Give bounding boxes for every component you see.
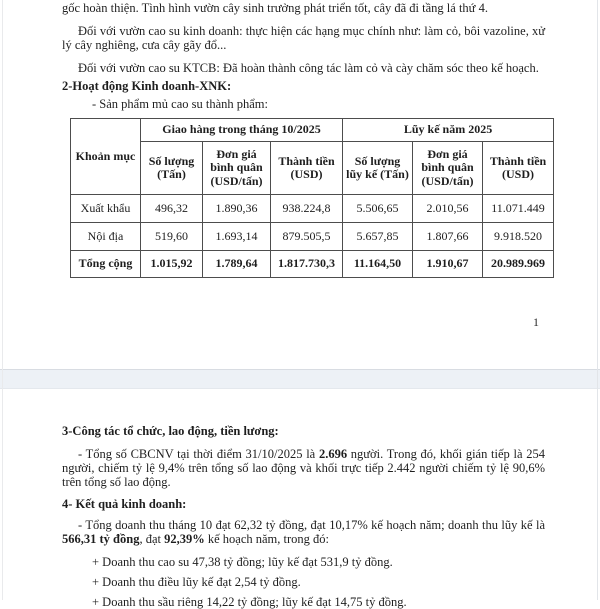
table-cell: 1.789,64 <box>203 251 271 278</box>
table-subheader-cell: Số lượng lũy kế (Tấn) <box>343 142 413 195</box>
table-cell: 879.505,5 <box>271 223 343 251</box>
table-cell: 5.506,65 <box>343 195 413 223</box>
page-number: 1 <box>533 315 539 329</box>
revenue-sub-item: + Doanh thu sầu riêng 14,22 tỷ đồng; lũy kế đạt 14,75 tỷ đồng. <box>92 595 407 609</box>
table-cell: 1.817.730,3 <box>271 251 343 278</box>
table-cell: 1.890,36 <box>203 195 271 223</box>
intro-line: gốc hoàn thiện. Tình hình vườn cây sinh trưởng phát triển tốt, cây đã đi tầng lá thứ 4. <box>62 1 488 15</box>
section-2-heading: 2-Hoạt động Kinh doanh-XNK: <box>62 79 232 93</box>
row-label: Nội địa <box>71 223 141 251</box>
revenue-sub-item: + Doanh thu cao su 47,38 tỷ đồng; lũy kế đạt 531,9 tỷ đồng. <box>92 555 393 569</box>
revenue-paragraph <box>62 518 545 546</box>
section-3-heading: 3-Công tác tổ chức, lao động, tiền lương: <box>62 424 279 438</box>
rubber-sales-table <box>70 118 554 278</box>
table-cell: 20.989.969 <box>483 251 554 278</box>
table-subheader-row <box>71 142 554 195</box>
table-cell: 2.010,56 <box>413 195 483 223</box>
page-2-content <box>0 390 600 609</box>
page-right-edge <box>597 0 598 600</box>
table-row-export <box>71 195 554 223</box>
text-run: - Tổng số CBCNV tại thời điểm 31/10/2025 là <box>78 447 319 461</box>
table-header-group-month: Giao hàng trong tháng 10/2025 <box>141 119 343 142</box>
document-page-2 <box>0 390 600 609</box>
page-break-gap <box>0 369 600 389</box>
table-cell: 5.657,85 <box>343 223 413 251</box>
table-subheader-cell: Thành tiền (USD) <box>271 142 343 195</box>
text-run-bold: 566,31 tỷ đồng <box>62 532 140 546</box>
table-cell: 1.693,14 <box>203 223 271 251</box>
row-label: Tổng cộng <box>71 251 141 278</box>
table-header-group-ytd: Lũy kế năm 2025 <box>343 119 554 142</box>
table-cell: 938.224,8 <box>271 195 343 223</box>
text-run: kế hoạch năm, trong đó: <box>204 532 330 546</box>
section-4-heading: 4- Kết quả kinh doanh: <box>62 497 187 511</box>
page-1-content <box>0 0 600 278</box>
text-run-bold: 92,39% <box>164 532 205 546</box>
table-cell: 9.918.520 <box>483 223 554 251</box>
table-cell: 1.015,92 <box>141 251 203 278</box>
paragraph-garden-business: Đối với vườn cao su kinh doanh: thực hiện các hạng mục chính như: làm cỏ, bôi vazoline, xử lý cây nghiêng, cưa cây gãy đổ... <box>62 24 545 52</box>
table-cell: 11.164,50 <box>343 251 413 278</box>
text-run: người. Trong đó, khối gián tiếp là 254 người, chiếm tỷ lệ 9,4% trên tổng số lao động và khối trực tiếp 2.442 người chiếm tỷ lệ 90,6% trên tổng số lao động. <box>62 447 545 489</box>
staff-paragraph <box>62 447 545 489</box>
revenue-sub-item: + Doanh thu điều lũy kế đạt 2,54 tỷ đồng. <box>92 575 301 589</box>
table-subheader-cell: Thành tiền (USD) <box>483 142 554 195</box>
table-subheader-cell: Số lượng (Tấn) <box>141 142 203 195</box>
table-header-khoan-muc: Khoản mục <box>71 119 141 195</box>
table-cell: 1.807,66 <box>413 223 483 251</box>
table-row-total <box>71 251 554 278</box>
paragraph-garden-ktcb: Đối với vườn cao su KTCB: Đã hoàn thành công tác làm cỏ và cày chăm sóc theo kế hoạch. <box>78 61 539 75</box>
table-cell: 519,60 <box>141 223 203 251</box>
table-cell: 11.071.449 <box>483 195 554 223</box>
table-cell: 496,32 <box>141 195 203 223</box>
text-run: - Tổng doanh thu tháng 10 đạt 62,32 tỷ đồng, đạt 10,17% kế hoạch năm; doanh thu lũy kế là <box>78 518 545 532</box>
table-cell: 1.910,67 <box>413 251 483 278</box>
page-left-edge <box>2 0 3 600</box>
text-run-bold: 2.696 <box>318 447 348 461</box>
row-label: Xuất khẩu <box>71 195 141 223</box>
table-group-header-row <box>71 119 554 142</box>
table-row-domestic <box>71 223 554 251</box>
table-subheader-cell: Đơn giá bình quân (USD/tấn) <box>413 142 483 195</box>
product-bullet: - Sản phẩm mủ cao su thành phẩm: <box>92 97 269 111</box>
text-run: , đạt <box>139 532 165 546</box>
table-subheader-cell: Đơn giá bình quân (USD/tấn) <box>203 142 271 195</box>
